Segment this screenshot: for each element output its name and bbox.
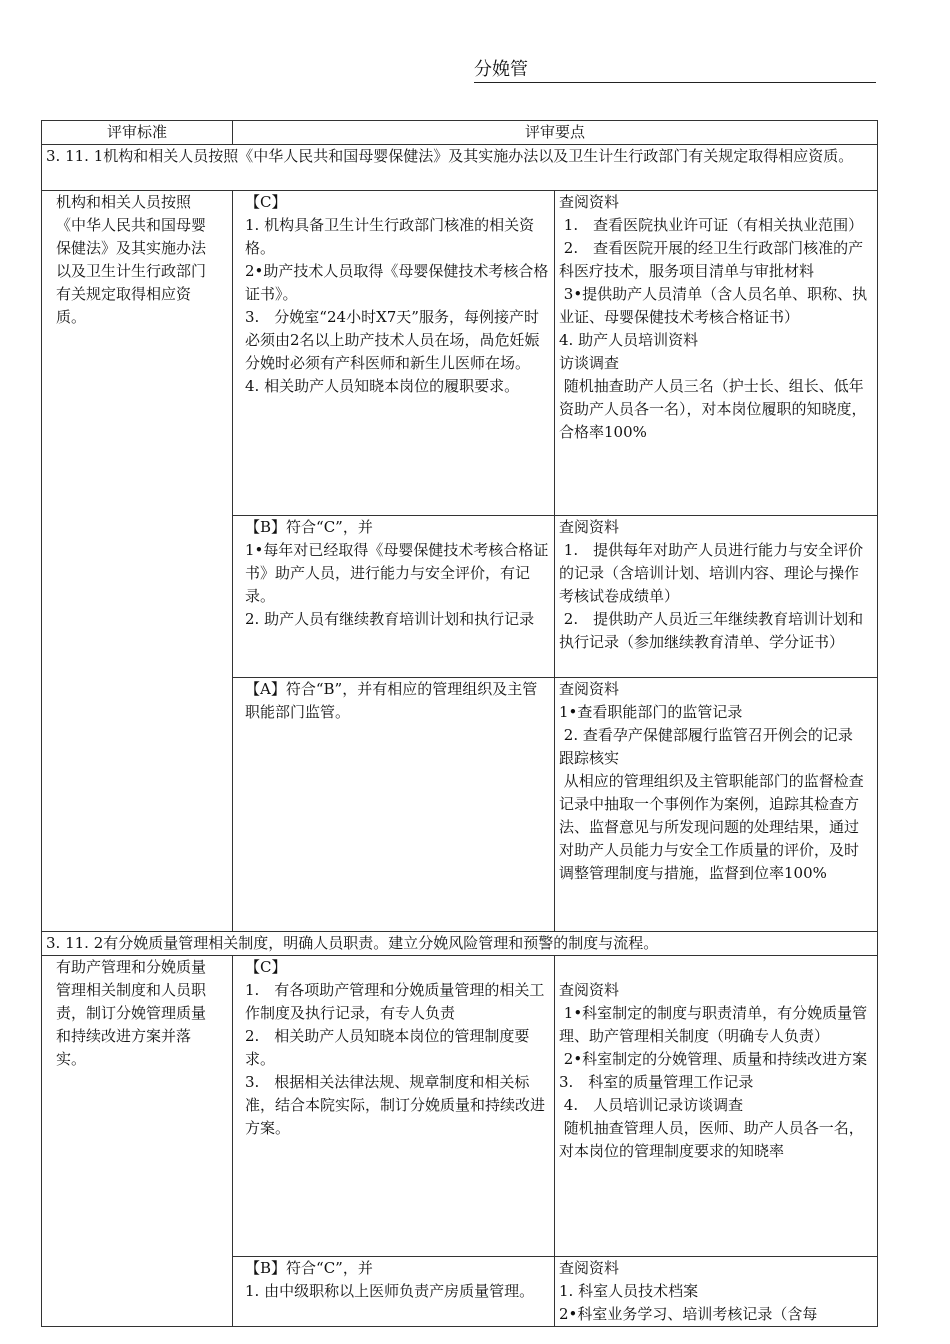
text-line: 2. 查看孕产保健部履行监管召开例会的记录	[559, 726, 853, 744]
text-line: 【C】	[245, 958, 287, 976]
text-line: 2•科室业务学习、培训考核记录（含每	[559, 1305, 818, 1323]
clause-row	[42, 932, 878, 956]
table-row	[42, 956, 878, 1257]
text-line: 1. 科室人员技术档案	[559, 1282, 699, 1300]
clause-row	[42, 145, 878, 191]
text-line: 3•提供助产人员清单（含人员名单、职称、执业证、母婴保健技术考核合格证书）	[559, 285, 868, 326]
text-line: 1. 机构具备卫生计生行政部门核准的相关资格。	[245, 216, 535, 257]
check-a-3-11-1	[555, 678, 878, 932]
text-line: 4. 人员培训记录访谈调查	[559, 1096, 744, 1114]
text-line: 2. 助产人员有继续教育培训计划和执行记录	[245, 610, 535, 628]
text-line: 查阅资料	[559, 193, 620, 211]
text-line: 1•科室制定的制度与职责清单，有分娩质量管理、助产管理相关制度（明确专人负责）	[559, 1004, 868, 1045]
title-underline	[474, 82, 876, 83]
text-line: 2. 相关助产人员知晓本岗位的管理制度要求。	[245, 1027, 530, 1068]
text-line: 随机抽查管理人员，医师、助产人员各一名，对本岗位的管理制度要求的知晓率	[559, 1119, 864, 1160]
text-line: 查阅资料	[559, 518, 620, 536]
text-line: 【B】符合“C”，并	[245, 1259, 373, 1277]
text-line: 2. 提供助产人员近三年继续教育培训计划和执行记录（参加继续教育清单、学分证书）	[559, 610, 864, 651]
table-row	[42, 191, 878, 516]
text-line: 3. 根据相关法律法规、规章制度和相关标准，结合本院实际，制订分娩质量和持续改进方案。	[245, 1073, 546, 1137]
header-standard: 评审标准	[42, 121, 233, 145]
text-line: 1. 提供每年对助产人员进行能力与安全评价的记录（含培训计划、培训内容、理论与操作考核试卷成绩单）	[559, 541, 864, 605]
text-line: 1•每年对已经取得《母婴保健技术考核合格证书》助产人员，进行能力与安全评价，有记录。	[245, 541, 549, 605]
clause-3-11-2: 3. 11. 2有分娩质量管理相关制度，明确人员职责。建立分娩风险管理和预警的制度与流程。	[42, 932, 878, 956]
req-a-3-11-1	[233, 678, 555, 932]
text-line: 1. 查看医院执业许可证（有相关执业范围）	[559, 216, 864, 234]
check-c-3-11-2	[555, 956, 878, 1257]
page-title: 分娩管	[474, 59, 528, 80]
text-line: 4. 助产人员培训资料	[559, 331, 699, 349]
standard-3-11-2: 有助产管理和分娩质量管理相关制度和人员职责，制订分娩管理质量和持续改进方案并落实。	[42, 956, 233, 1327]
text-line: 1. 有各项助产管理和分娩质量管理的相关工作制度及执行记录，有专人负责	[245, 981, 545, 1022]
text-line: 跟踪核实	[559, 749, 620, 767]
table-header-row	[42, 121, 878, 145]
text-line: 【B】符合“C”，并	[245, 518, 373, 536]
text-line: 随机抽查助产人员三名（护士长、组长、低年资助产人员各一名），对本岗位履职的知晓度，合格率100%	[559, 377, 867, 441]
text-line: 查阅资料	[559, 680, 620, 698]
check-c-3-11-1	[555, 191, 878, 516]
text-line: 1•查看职能部门的监管记录	[559, 703, 743, 721]
text-line: 3. 科室的质量管理工作记录	[559, 1073, 754, 1091]
text-line: 2•助产技术人员取得《母婴保健技术考核合格证书》。	[245, 262, 549, 303]
text-line: 3. 分娩室“24小时X7天”服务，每例接产时必须由2名以上助产技术人员在场，咼危妊娠分娩时必须有产科医师和新生儿医师在场。	[245, 308, 540, 372]
req-c-3-11-1	[233, 191, 555, 516]
text-line: 从相应的管理组织及主管职能部门的监督检查记录中抽取一个事例作为案例，追踪其检查方法、监督意见与所发现问题的处理结果，通过对助产人员能力与安全工作质量的评价，及时调整管理制度与措施，监督到位率100%	[559, 772, 864, 882]
text-line: 访谈调查	[559, 354, 620, 372]
text-line: 2. 查看医院开展的经卫生行政部门核准的产科医疗技术，服务项目清单与审批材料	[559, 239, 864, 280]
check-b-3-11-2	[555, 1257, 878, 1327]
standard-3-11-1: 机构和相关人员按照《中华人民共和国母婴保健法》及其实施办法以及卫生计生行政部门有关规定取得相应资质。	[42, 191, 233, 932]
header-points: 评审要点	[233, 121, 878, 145]
clause-3-11-1: 3. 11. 1机构和相关人员按照《中华人民共和国母婴保健法》及其实施办法以及卫生计生行政部门有关规定取得相应资质。	[42, 145, 878, 191]
req-b-3-11-2	[233, 1257, 555, 1327]
text-line: 查阅资料	[559, 981, 620, 999]
req-b-3-11-1	[233, 516, 555, 678]
text-line: 4. 相关助产人员知晓本岗位的履职要求。	[245, 377, 520, 395]
text-line: 2•科室制定的分娩管理、质量和持续改进方案	[559, 1050, 868, 1068]
check-b-3-11-1	[555, 516, 878, 678]
text-line: 【C】	[245, 193, 287, 211]
text-line: 1. 由中级职称以上医师负责产房质量管理。	[245, 1282, 535, 1300]
text-line: 查阅资料	[559, 1259, 620, 1277]
review-table	[41, 120, 878, 1327]
text-line: 【A】符合“B”，并有相应的管理组织及主管职能部门监管。	[245, 680, 538, 721]
req-c-3-11-2	[233, 956, 555, 1257]
